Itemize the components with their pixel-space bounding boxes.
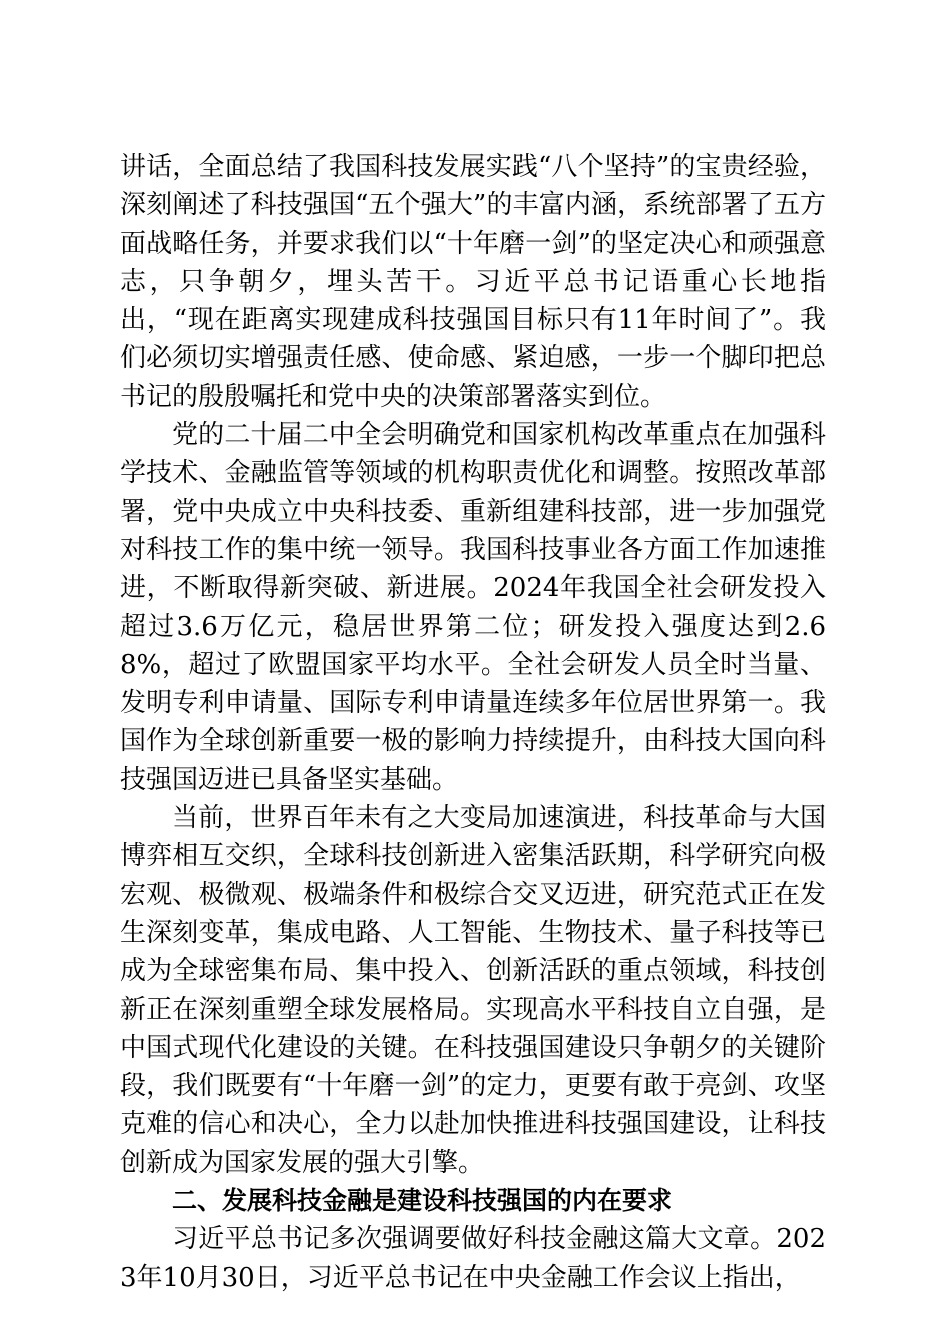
section-heading: 二、发展科技金融是建设科技强国的内在要求: [172, 1186, 673, 1216]
paragraph-institutional-reform: 党的二十届二中全会明确党和国家机构改革重点在加强科学技术、金融监管等领域的机构职责优化和调整。按照改革部署，党中央成立中央科技委、重新组建科技部，进一步加强党对科技工作的集中统一领导。我国科技事业各方面工作加速推进，不断取得新突破、新进展。2024年我国全社会研发投入超过3.6万亿元，稳居世界第二位；研发投入强度达到2.68%，超过了欧盟国家平均水平。全社会研发人员全时当量、发明专利申请量、国际专利申请量连续多年位居世界第一。我国作为全球创新重要一极的影响力持续提升，由科技大国向科技强国迈进已具备坚实基础。: [120, 420, 826, 795]
paragraph-global-context: 当前，世界百年未有之大变局加速演进，科技革命与大国博弈相互交织，全球科技创新进入密集活跃期，科学研究向极宏观、极微观、极端条件和极综合交叉迈进，研究范式正在发生深刻变革，集成电路、人工智能、生物技术、量子科技等已成为全球密集布局、集中投入、创新活跃的重点领域，科技创新正在深刻重塑全球发展格局。实现高水平科技自立自强，是中国式现代化建设的关键。在科技强国建设只争朝夕的关键阶段，我们既要有“十年磨一剑”的定力，更要有敢于亮剑、攻坚克难的信心和决心，全力以赴加快推进科技强国建设，让科技创新成为国家发展的强大引擎。: [120, 803, 826, 1178]
paragraph-tech-finance: 习近平总书记多次强调要做好科技金融这篇大文章。2023年10月30日，习近平总书记在中央金融工作会议上指出，: [120, 1224, 826, 1293]
document-body: [120, 148, 826, 1297]
paragraph-speech-summary: 讲话，全面总结了我国科技发展实践“八个坚持”的宝贵经验，深刻阐述了科技强国“五个强大”的丰富内涵，系统部署了五方面战略任务，并要求我们以“十年磨一剑”的坚定决心和顽强意志，只争朝夕，埋头苦干。习近平总书记语重心长地指出，“现在距离实现建成科技强国目标只有11年时间了”。我们必须切实增强责任感、使命感、紧迫感，一步一个脚印把总书记的殷殷嘱托和党中央的决策部署落实到位。: [120, 152, 826, 412]
